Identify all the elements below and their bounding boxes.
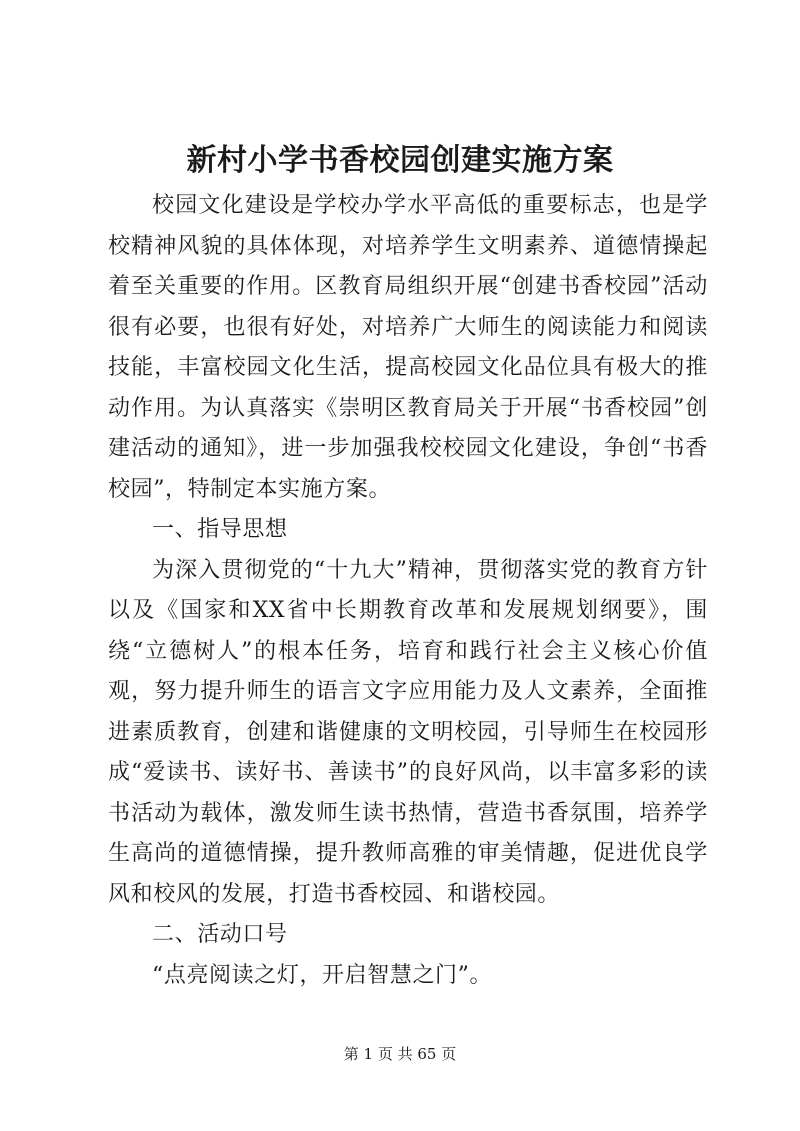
intro-paragraph: 校园文化建设是学校办学水平高低的重要标志，也是学校精神风貌的具体体现，对培养学生文明素养、道德情操起着至关重要的作用。区教育局组织开展“创建书香校园”活动很有必要，也很有好处，对培养广大师生的阅读能力和阅读技能，丰富校园文化生活，提高校园文化品位具有极大的推动作用。为认真落实《崇明区教育局关于开展“书香校园”创建活动的通知》，进一步加强我校校园文化建设，争创“书香校园”，特制定本实施方案。 — [108, 193, 708, 502]
document-body — [108, 186, 708, 996]
section-heading-slogan: 二、活动口号 — [152, 922, 288, 947]
page-footer: 第 1 页 共 65 页 — [343, 1045, 457, 1063]
slogan-paragraph: “点亮阅读之灯，开启智慧之门”。 — [152, 962, 493, 988]
guiding-thought-paragraph: 为深入贯彻党的“十九大”精神，贯彻落实党的教育方针以及《国家和XX省中长期教育改革和发展规划纲要》，围绕“立德树人”的根本任务，培育和践行社会主义核心价值观，努力提升师生的语言文字应用能力及人文素养，全面推进素质教育，创建和谐健康的文明校园，引导师生在校园形成“爱读书、读好书、善读书”的良好风尚，以丰富多彩的读书活动为载体，激发师生读书热情，营造书香氛围，培养学生高尚的道德情操，提升教师高雅的审美情趣，促进优良学风和校风的发展，打造书香校园、和谐校园。 — [108, 557, 708, 907]
document-title: 新村小学书香校园创建实施方案 — [186, 143, 614, 178]
section-heading-guiding-thought: 一、指导思想 — [152, 517, 288, 542]
